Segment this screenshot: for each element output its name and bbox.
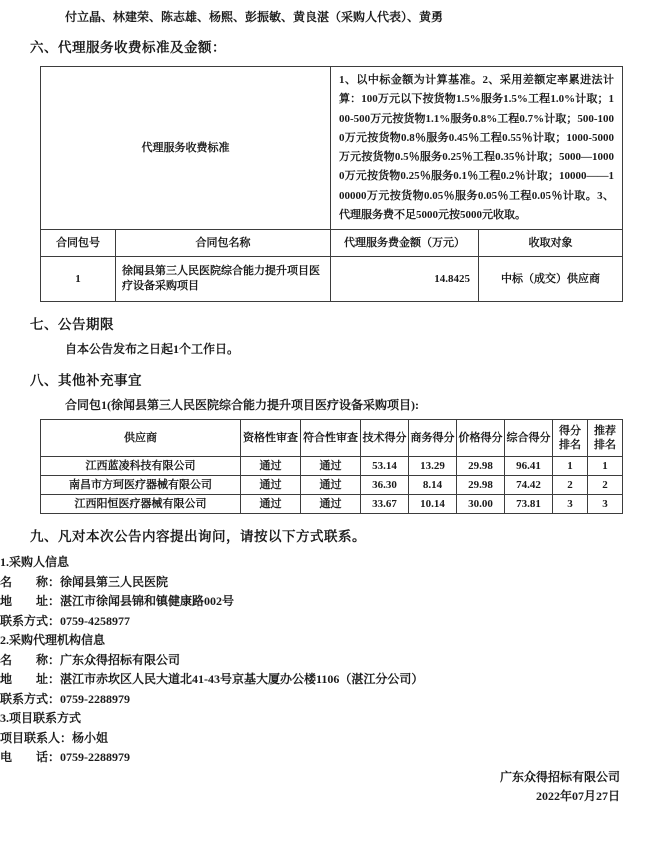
column-header-recommend-rank: 推荐排名: [588, 420, 623, 457]
business-score-cell: 8.14: [409, 476, 457, 495]
column-header-qualification-review: 资格性审查: [241, 420, 301, 457]
agency-contact-line: [0, 690, 642, 710]
fee-standard-text-cell: 1、以中标金额为计算基准。2、采用差额定率累进法计算：100万元以下按货物1.5%服务1.5%工程1.0%计取；100-500万元按货物1.1%服务0.8%工程0.7%计取；500-1000万元按货物0.8％服务0.45％工程0.55％计取；1000-5000万元按货物0.5％服务0.25％工程0.35％计取；5000—10000万元按货物0.25％服务0.1％工程0.2％计取；10000——100000万元按货物0.05％服务0.05％工程0.05％计取。3、代理服务费不足5000元按5000元收取。: [331, 67, 623, 230]
section-8-heading: 八、其他补充事宜: [30, 373, 142, 389]
purchaser-name-label: 名 称：: [0, 574, 61, 589]
supplier-name-cell: 江西阳恒医疗器械有限公司: [41, 495, 241, 514]
supplier-name-cell: 江西蓝凌科技有限公司: [41, 457, 241, 476]
contract-package-note: 合同包1(徐闻县第三人民医院综合能力提升项目医疗设备采购项目):: [65, 398, 419, 413]
supplier-row: [41, 495, 623, 514]
package-no-cell: 1: [41, 257, 116, 302]
agency-name-label: 名 称：: [0, 652, 61, 667]
column-header-conformity-review: 符合性审查: [301, 420, 361, 457]
purchaser-address-value: 湛江市徐闻县锦和镇健康路002号: [60, 594, 235, 609]
column-header-supplier: 供应商: [41, 420, 241, 457]
conformity-cell: 通过: [301, 476, 361, 495]
signature-date: 2022年07月27日: [535, 789, 620, 804]
purchaser-name-line: [0, 573, 642, 593]
fee-standard-row: [41, 67, 623, 230]
column-header-technical-score: 技术得分: [361, 420, 409, 457]
column-header-total-score: 综合得分: [505, 420, 553, 457]
price-score-cell: 30.00: [457, 495, 505, 514]
purchaser-contact-value: 0759-4258977: [60, 613, 131, 628]
signature-company: 广东众得招标有限公司: [499, 769, 620, 784]
purchaser-contact-line: [0, 612, 642, 632]
purchaser-info-title: 1.采购人信息: [0, 555, 70, 570]
purchaser-address-line: [0, 592, 642, 612]
agency-contact-label: 联系方式：: [0, 691, 61, 706]
purchaser-name-value: 徐闻县第三人民医院: [60, 574, 169, 589]
column-header-score-rank: 得分排名: [553, 420, 588, 457]
technical-score-cell: 53.14: [361, 457, 409, 476]
project-contact-person-label: 项目联系人：: [0, 730, 73, 745]
conformity-cell: 通过: [301, 495, 361, 514]
agency-address-label: 地 址：: [0, 672, 61, 687]
fee-standard-label-cell: 代理服务收费标准: [41, 67, 331, 230]
business-score-cell: 13.29: [409, 457, 457, 476]
purchaser-contact-label: 联系方式：: [0, 613, 61, 628]
package-name-cell: 徐闻县第三人民医院综合能力提升项目医疗设备采购项目: [116, 257, 331, 302]
total-score-cell: 74.42: [505, 476, 553, 495]
recommend-rank-cell: 1: [588, 457, 623, 476]
price-score-cell: 29.98: [457, 457, 505, 476]
column-header-package-name: 合同包名称: [116, 230, 331, 257]
section-6-heading: 六、代理服务收费标准及金额：: [30, 40, 226, 55]
score-rank-cell: 1: [553, 457, 588, 476]
column-header-package-no: 合同包号: [41, 230, 116, 257]
section-9-heading: 九、凡对本次公告内容提出询问，请按以下方式联系。: [30, 529, 366, 545]
contact-info-block: [0, 553, 642, 768]
agency-name-line: [0, 651, 642, 671]
announcement-period-text: 自本公告发布之日起1个工作日。: [65, 342, 240, 357]
project-contact-person-value: 杨小姐: [72, 730, 109, 745]
project-phone-value: 0759-2288979: [60, 750, 131, 765]
supplier-score-table: [40, 419, 623, 514]
column-header-payer: 收取对象: [479, 230, 623, 257]
recommend-rank-cell: 2: [588, 476, 623, 495]
section-7-heading: 七、公告期限: [30, 317, 114, 333]
project-phone-label: 电 话：: [0, 750, 61, 765]
column-header-fee-amount: 代理服务费金额（万元）: [331, 230, 479, 257]
conformity-cell: 通过: [301, 457, 361, 476]
agency-info-title: 2.采购代理机构信息: [0, 633, 106, 648]
price-score-cell: 29.98: [457, 476, 505, 495]
payer-cell: 中标（成交）供应商: [479, 257, 623, 302]
technical-score-cell: 33.67: [361, 495, 409, 514]
qualification-cell: 通过: [241, 457, 301, 476]
project-phone-line: [0, 748, 642, 768]
qualification-cell: 通过: [241, 495, 301, 514]
signature-block: [0, 768, 620, 807]
agency-name-value: 广东众得招标有限公司: [60, 652, 181, 667]
supplier-table-header-row: [41, 420, 623, 457]
fee-table-data-row: [41, 257, 623, 302]
total-score-cell: 96.41: [505, 457, 553, 476]
column-header-price-score: 价格得分: [457, 420, 505, 457]
supplier-name-cell: 南昌市方珂医疗器械有限公司: [41, 476, 241, 495]
business-score-cell: 10.14: [409, 495, 457, 514]
purchaser-address-label: 地 址：: [0, 594, 61, 609]
total-score-cell: 73.81: [505, 495, 553, 514]
evaluation-committee-names: 付立晶、林建荣、陈志雄、杨熙、彭振敏、黄良湛（采购人代表）、黄勇: [65, 10, 444, 24]
supplier-row: [41, 476, 623, 495]
agency-contact-value: 0759-2288979: [60, 691, 131, 706]
agency-fee-table: [40, 66, 623, 302]
score-rank-cell: 3: [553, 495, 588, 514]
project-contact-title: 3.项目联系方式: [0, 711, 82, 726]
technical-score-cell: 36.30: [361, 476, 409, 495]
recommend-rank-cell: 3: [588, 495, 623, 514]
fee-amount-cell: 14.8425: [331, 257, 479, 302]
score-rank-cell: 2: [553, 476, 588, 495]
agency-address-value: 湛江市赤坎区人民大道北41-43号京基大厦办公楼1106（湛江分公司）: [60, 672, 424, 687]
column-header-business-score: 商务得分: [409, 420, 457, 457]
fee-table-header-row: [41, 230, 623, 257]
qualification-cell: 通过: [241, 476, 301, 495]
project-contact-person-line: [0, 729, 642, 749]
agency-address-line: [0, 670, 642, 690]
supplier-row: [41, 457, 623, 476]
